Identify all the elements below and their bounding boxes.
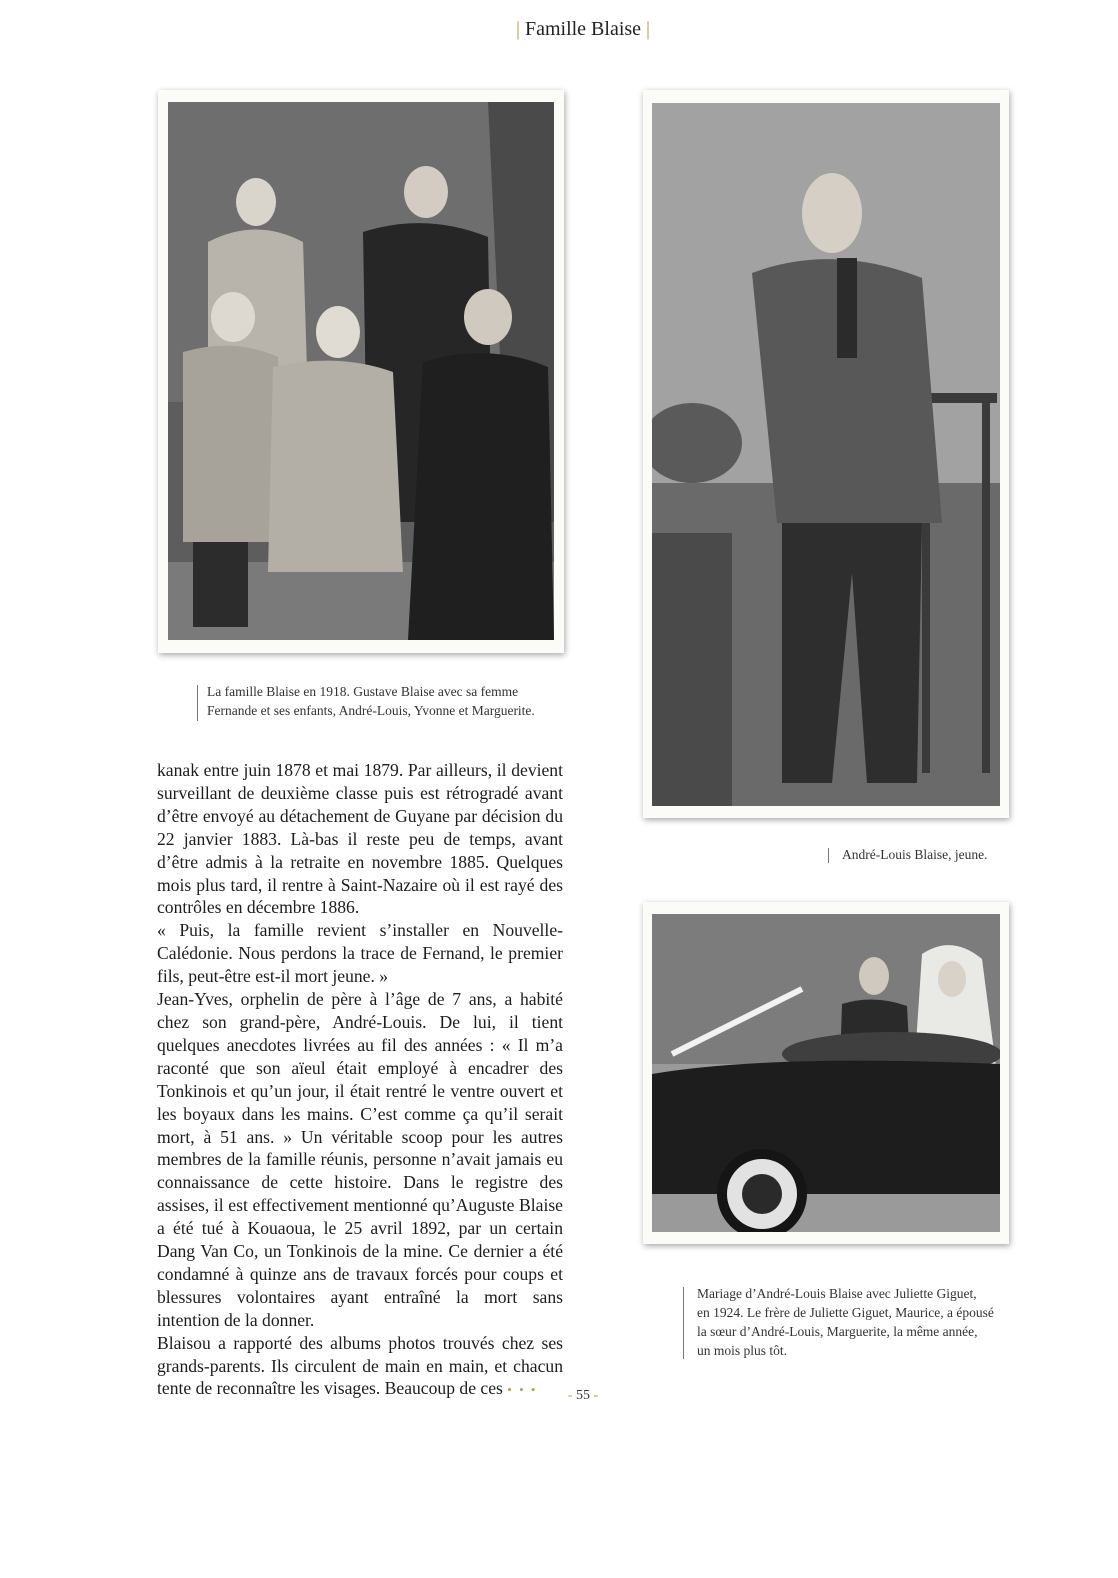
page-number: 55	[576, 1388, 590, 1403]
portrait-photo-caption	[828, 845, 1022, 864]
portrait-photo-frame	[643, 90, 1009, 818]
body-paragraph-text: Blaisou a rapporté des albums photos trouvés chez ses grands-parents. Ils circulent de main en main, et chacun tente de reconnaître les visages. Beaucoup de ces	[157, 1332, 563, 1399]
caption-line: La famille Blaise en 1918. Gustave Blaise avec sa femme	[207, 684, 519, 699]
family-photo-caption	[197, 682, 577, 720]
running-header	[0, 18, 1118, 41]
body-paragraph: kanak entre juin 1878 et mai 1879. Par ailleurs, il devient surveillant de deuxième classe puis est rétrogradé avant d’être envoyé au détachement de Guyane par décision du 22 janvier 1883. Là-bas il reste peu de temps, avant d’être admis à la retraite en novembre 1885. Quelques mois plus tard, il rentre à Saint-Nazaire où il est rayé des contrôles en décembre 1886.	[157, 760, 563, 918]
caption-line: Fernande et ses enfants, André-Louis, Yvonne et Marguerite.	[207, 703, 535, 718]
header-title: Famille Blaise	[524, 18, 642, 40]
continuation-mark: • • •	[507, 1382, 538, 1398]
body-paragraph: « Puis, la famille revient s’installer en Nouvelle-Calédonie. Nous perdons la trace de Fernand, le premier fils, peut-être est-il mort jeune. »	[157, 920, 563, 987]
caption-line: Mariage d’André-Louis Blaise avec Juliette Giguet,	[697, 1286, 977, 1301]
wedding-photo-caption	[683, 1284, 1027, 1360]
header-rule-right: |	[646, 18, 651, 40]
article-body	[157, 759, 563, 1402]
family-photo	[168, 102, 554, 640]
wedding-photo	[652, 914, 1000, 1232]
caption-line: la sœur d’André-Louis, Marguerite, la même année,	[697, 1324, 978, 1339]
caption-line: un mois plus tôt.	[697, 1343, 788, 1358]
caption-line: André-Louis Blaise, jeune.	[842, 847, 988, 862]
wedding-photo-frame	[643, 902, 1009, 1244]
header-rule-left: |	[515, 18, 520, 40]
body-paragraph: Jean-Yves, orphelin de père à l’âge de 7 ans, a habité chez son grand-père, André-Louis. De lui, il tient quelques anecdotes livrées au fil des années : « Il m’a raconté que son aïeul était employé à encadrer des Tonkinois et qu’un jour, il était rentré le ventre ouvert et les boyaux dans les mains. C’est comme ça qu’il serait mort, à 51 ans. » Un véritable scoop pour les autres membres de la famille réunis, personne n’avait jamais eu connaissance de cette histoire. Dans le registre des assises, il est effectivement mentionné qu’Auguste Blaise a été tué à Kouaoua, le 25 avril 1892, par un certain Dang Van Co, un Tonkinois de la mine. Ce dernier a été condamné à quinze ans de travaux forcés pour coups et blessures volontaires ayant entraîné la mort sans intention de la donner.	[157, 989, 563, 1330]
portrait-photo	[652, 103, 1000, 806]
family-photo-frame	[158, 90, 564, 653]
page-folio: - 55 -	[567, 1388, 599, 1403]
caption-line: en 1924. Le frère de Juliette Giguet, Maurice, a épousé	[697, 1305, 994, 1320]
